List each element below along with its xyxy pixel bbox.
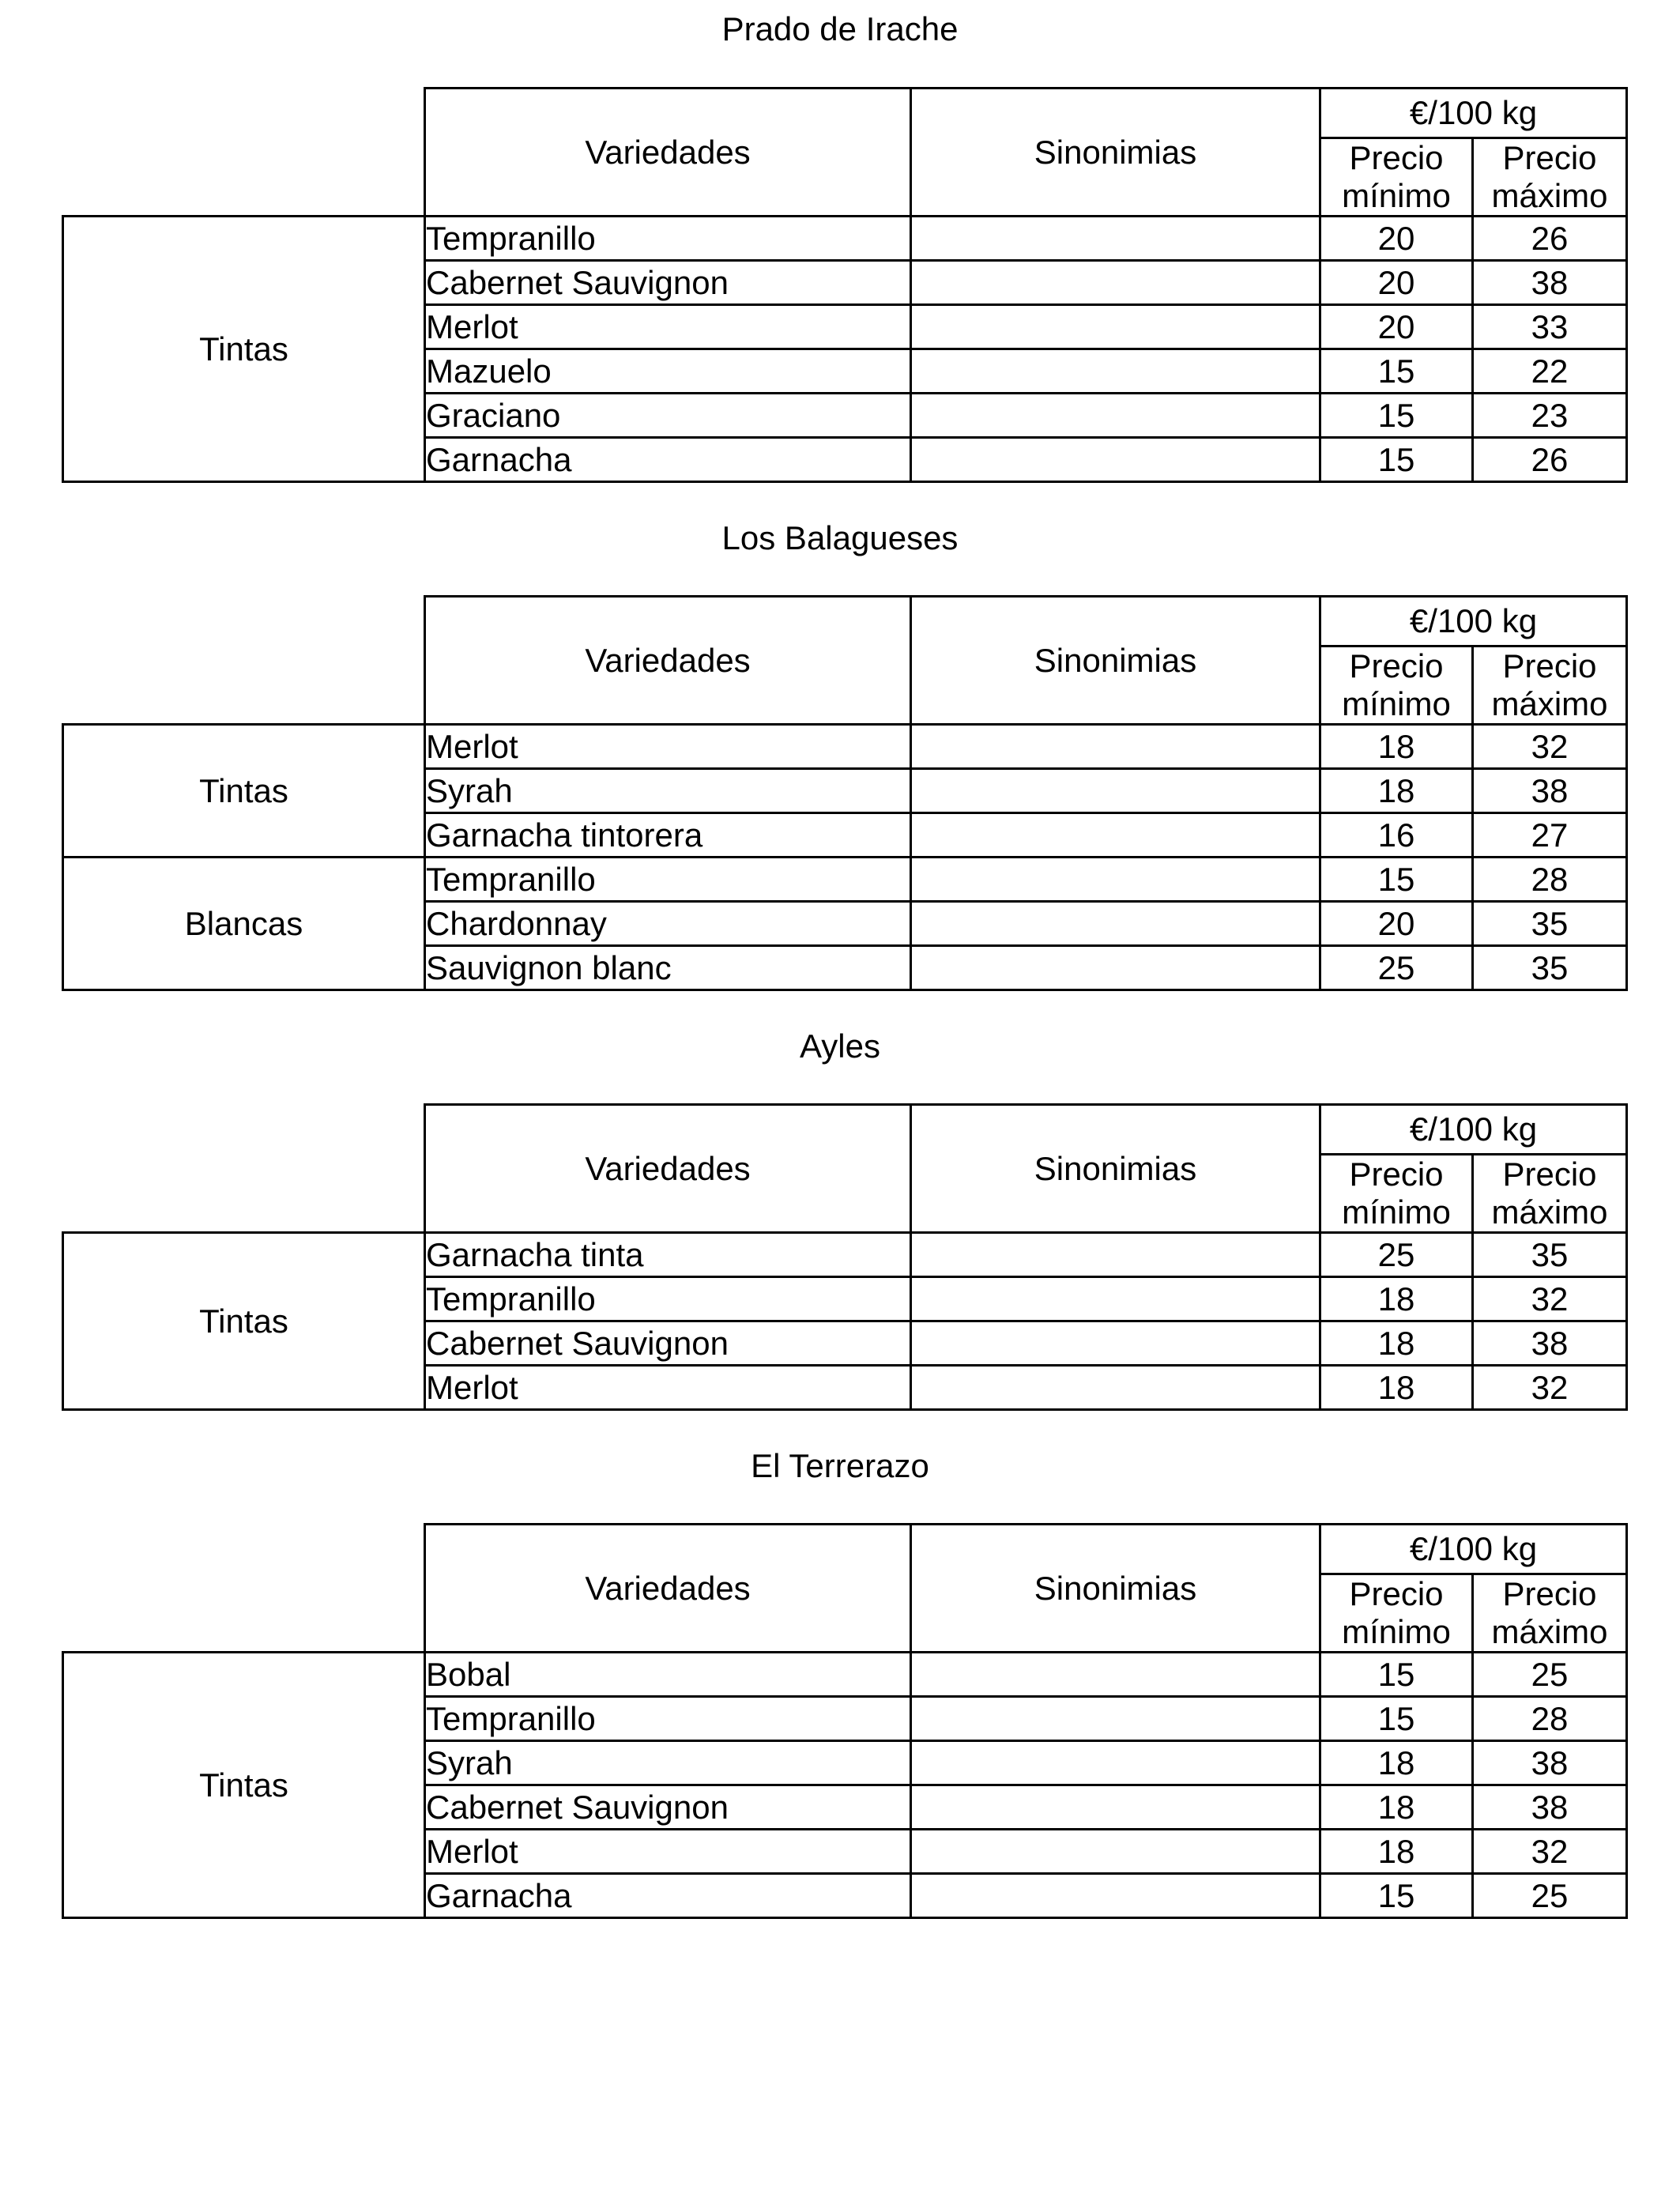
precio-minimo-cell: 25 bbox=[1320, 1233, 1473, 1277]
variedad-cell: Sauvignon blanc bbox=[425, 946, 911, 990]
header-blank-cell bbox=[63, 1525, 425, 1653]
table-row bbox=[63, 217, 1627, 261]
sinonimia-cell bbox=[911, 1277, 1320, 1321]
price-table bbox=[62, 595, 1628, 991]
header-row bbox=[63, 89, 1627, 138]
precio-maximo-cell: 27 bbox=[1473, 813, 1627, 858]
sinonimia-cell bbox=[911, 1366, 1320, 1410]
table-row bbox=[63, 725, 1627, 769]
variedad-cell: Cabernet Sauvignon bbox=[425, 1321, 911, 1366]
header-row bbox=[63, 597, 1627, 647]
group-label: Blancas bbox=[63, 858, 425, 990]
sinonimia-cell bbox=[911, 1874, 1320, 1918]
header-unit: €/100 kg bbox=[1320, 89, 1627, 138]
header-variedades: Variedades bbox=[425, 597, 911, 725]
header-precio-maximo bbox=[1473, 138, 1627, 217]
precio-maximo-cell: 32 bbox=[1473, 1830, 1627, 1874]
price-table bbox=[62, 87, 1628, 483]
section-title: Los Balagueses bbox=[721, 519, 959, 556]
variedad-cell: Syrah bbox=[425, 769, 911, 813]
header-sinonimias: Sinonimias bbox=[911, 1105, 1320, 1233]
precio-minimo-cell: 15 bbox=[1320, 394, 1473, 438]
header-precio-minimo bbox=[1320, 647, 1473, 725]
sinonimia-cell bbox=[911, 349, 1320, 394]
variedad-cell: Tempranillo bbox=[425, 858, 911, 902]
header-precio-maximo bbox=[1473, 1574, 1627, 1653]
header-blank-cell bbox=[63, 597, 425, 725]
sinonimia-cell bbox=[911, 858, 1320, 902]
precio-minimo-cell: 18 bbox=[1320, 1277, 1473, 1321]
precio-maximo-cell: 38 bbox=[1473, 1741, 1627, 1785]
variedad-cell: Tempranillo bbox=[425, 1697, 911, 1741]
precio-maximo-cell: 32 bbox=[1473, 1277, 1627, 1321]
header-sinonimias: Sinonimias bbox=[911, 597, 1320, 725]
header-precio-minimo bbox=[1320, 1155, 1473, 1233]
variedad-cell: Merlot bbox=[425, 1830, 911, 1874]
header-precio-minimo-line1: Precio bbox=[1349, 1155, 1444, 1193]
sinonimia-cell bbox=[911, 1653, 1320, 1697]
header-precio-minimo-line2: mínimo bbox=[1342, 1193, 1451, 1231]
sinonimia-cell bbox=[911, 725, 1320, 769]
precio-minimo-cell: 15 bbox=[1320, 1653, 1473, 1697]
precio-minimo-cell: 15 bbox=[1320, 438, 1473, 482]
precio-maximo-cell: 38 bbox=[1473, 261, 1627, 305]
header-sinonimias: Sinonimias bbox=[911, 1525, 1320, 1653]
sinonimia-cell bbox=[911, 1321, 1320, 1366]
table-row bbox=[63, 1653, 1627, 1697]
header-unit: €/100 kg bbox=[1320, 1525, 1627, 1574]
header-precio-maximo bbox=[1473, 647, 1627, 725]
header-precio-maximo-line1: Precio bbox=[1502, 1155, 1597, 1193]
precio-maximo-cell: 35 bbox=[1473, 902, 1627, 946]
precio-minimo-cell: 18 bbox=[1320, 1321, 1473, 1366]
header-sinonimias: Sinonimias bbox=[911, 89, 1320, 217]
section-title: El Terrerazo bbox=[751, 1447, 929, 1484]
header-precio-maximo-line2: máximo bbox=[1491, 177, 1608, 214]
variedad-cell: Merlot bbox=[425, 725, 911, 769]
variedad-cell: Merlot bbox=[425, 1366, 911, 1410]
precio-minimo-cell: 25 bbox=[1320, 946, 1473, 990]
group-label: Tintas bbox=[63, 217, 425, 482]
precio-minimo-cell: 18 bbox=[1320, 1366, 1473, 1410]
precio-maximo-cell: 23 bbox=[1473, 394, 1627, 438]
header-precio-minimo-line1: Precio bbox=[1349, 1575, 1444, 1612]
header-variedades: Variedades bbox=[425, 1105, 911, 1233]
header-variedades: Variedades bbox=[425, 1525, 911, 1653]
precio-minimo-cell: 15 bbox=[1320, 1874, 1473, 1918]
variedad-cell: Cabernet Sauvignon bbox=[425, 1785, 911, 1830]
variedad-cell: Garnacha tintorera bbox=[425, 813, 911, 858]
precio-maximo-cell: 25 bbox=[1473, 1653, 1627, 1697]
sinonimia-cell bbox=[911, 1830, 1320, 1874]
header-unit: €/100 kg bbox=[1320, 597, 1627, 647]
precio-maximo-cell: 35 bbox=[1473, 946, 1627, 990]
header-precio-minimo bbox=[1320, 1574, 1473, 1653]
precio-minimo-cell: 15 bbox=[1320, 349, 1473, 394]
header-precio-minimo-line2: mínimo bbox=[1342, 1613, 1451, 1650]
header-variedades: Variedades bbox=[425, 89, 911, 217]
sinonimia-cell bbox=[911, 394, 1320, 438]
group-label: Tintas bbox=[63, 725, 425, 858]
table-row bbox=[63, 1233, 1627, 1277]
header-row bbox=[63, 1105, 1627, 1155]
precio-maximo-cell: 32 bbox=[1473, 725, 1627, 769]
variedad-cell: Garnacha tinta bbox=[425, 1233, 911, 1277]
header-blank-cell bbox=[63, 1105, 425, 1233]
variedad-cell: Merlot bbox=[425, 305, 911, 349]
header-precio-maximo-line1: Precio bbox=[1502, 139, 1597, 176]
precio-minimo-cell: 18 bbox=[1320, 1830, 1473, 1874]
precio-minimo-cell: 20 bbox=[1320, 261, 1473, 305]
header-unit: €/100 kg bbox=[1320, 1105, 1627, 1155]
precio-maximo-cell: 25 bbox=[1473, 1874, 1627, 1918]
sinonimia-cell bbox=[911, 438, 1320, 482]
header-precio-minimo-line1: Precio bbox=[1349, 139, 1444, 176]
header-precio-minimo-line2: mínimo bbox=[1342, 177, 1451, 214]
sinonimia-cell bbox=[911, 1697, 1320, 1741]
sinonimia-cell bbox=[911, 1233, 1320, 1277]
header-precio-minimo bbox=[1320, 138, 1473, 217]
precio-maximo-cell: 26 bbox=[1473, 217, 1627, 261]
header-precio-maximo-line2: máximo bbox=[1491, 1193, 1608, 1231]
sinonimia-cell bbox=[911, 261, 1320, 305]
precio-maximo-cell: 38 bbox=[1473, 769, 1627, 813]
sinonimia-cell bbox=[911, 305, 1320, 349]
sinonimia-cell bbox=[911, 1741, 1320, 1785]
precio-maximo-cell: 26 bbox=[1473, 438, 1627, 482]
header-precio-minimo-line2: mínimo bbox=[1342, 685, 1451, 722]
section-title: Prado de Irache bbox=[721, 10, 959, 47]
price-table bbox=[62, 1103, 1628, 1411]
variedad-cell: Chardonnay bbox=[425, 902, 911, 946]
header-precio-maximo-line1: Precio bbox=[1502, 1575, 1597, 1612]
group-label: Tintas bbox=[63, 1653, 425, 1918]
precio-minimo-cell: 18 bbox=[1320, 769, 1473, 813]
precio-minimo-cell: 16 bbox=[1320, 813, 1473, 858]
sinonimia-cell bbox=[911, 1785, 1320, 1830]
precio-minimo-cell: 15 bbox=[1320, 858, 1473, 902]
precio-minimo-cell: 20 bbox=[1320, 902, 1473, 946]
variedad-cell: Garnacha bbox=[425, 438, 911, 482]
header-blank-cell bbox=[63, 89, 425, 217]
sinonimia-cell bbox=[911, 946, 1320, 990]
variedad-cell: Garnacha bbox=[425, 1874, 911, 1918]
precio-maximo-cell: 38 bbox=[1473, 1321, 1627, 1366]
variedad-cell: Cabernet Sauvignon bbox=[425, 261, 911, 305]
variedad-cell: Bobal bbox=[425, 1653, 911, 1697]
sinonimia-cell bbox=[911, 217, 1320, 261]
group-label: Tintas bbox=[63, 1233, 425, 1410]
precio-maximo-cell: 28 bbox=[1473, 858, 1627, 902]
precio-maximo-cell: 33 bbox=[1473, 305, 1627, 349]
variedad-cell: Syrah bbox=[425, 1741, 911, 1785]
precio-minimo-cell: 18 bbox=[1320, 725, 1473, 769]
variedad-cell: Tempranillo bbox=[425, 1277, 911, 1321]
header-precio-maximo-line2: máximo bbox=[1491, 1613, 1608, 1650]
sinonimia-cell bbox=[911, 902, 1320, 946]
precio-minimo-cell: 18 bbox=[1320, 1741, 1473, 1785]
precio-minimo-cell: 15 bbox=[1320, 1697, 1473, 1741]
precio-maximo-cell: 28 bbox=[1473, 1697, 1627, 1741]
sinonimia-cell bbox=[911, 813, 1320, 858]
table-row bbox=[63, 858, 1627, 902]
header-precio-maximo bbox=[1473, 1155, 1627, 1233]
price-table bbox=[62, 1523, 1628, 1919]
precio-maximo-cell: 35 bbox=[1473, 1233, 1627, 1277]
header-precio-minimo-line1: Precio bbox=[1349, 647, 1444, 684]
variedad-cell: Mazuelo bbox=[425, 349, 911, 394]
sinonimia-cell bbox=[911, 769, 1320, 813]
precio-maximo-cell: 32 bbox=[1473, 1366, 1627, 1410]
variedad-cell: Graciano bbox=[425, 394, 911, 438]
header-precio-maximo-line2: máximo bbox=[1491, 685, 1608, 722]
precio-minimo-cell: 20 bbox=[1320, 217, 1473, 261]
precio-minimo-cell: 18 bbox=[1320, 1785, 1473, 1830]
precio-maximo-cell: 22 bbox=[1473, 349, 1627, 394]
precio-minimo-cell: 20 bbox=[1320, 305, 1473, 349]
section-title: Ayles bbox=[800, 1027, 880, 1065]
header-precio-maximo-line1: Precio bbox=[1502, 647, 1597, 684]
variedad-cell: Tempranillo bbox=[425, 217, 911, 261]
precio-maximo-cell: 38 bbox=[1473, 1785, 1627, 1830]
header-row bbox=[63, 1525, 1627, 1574]
